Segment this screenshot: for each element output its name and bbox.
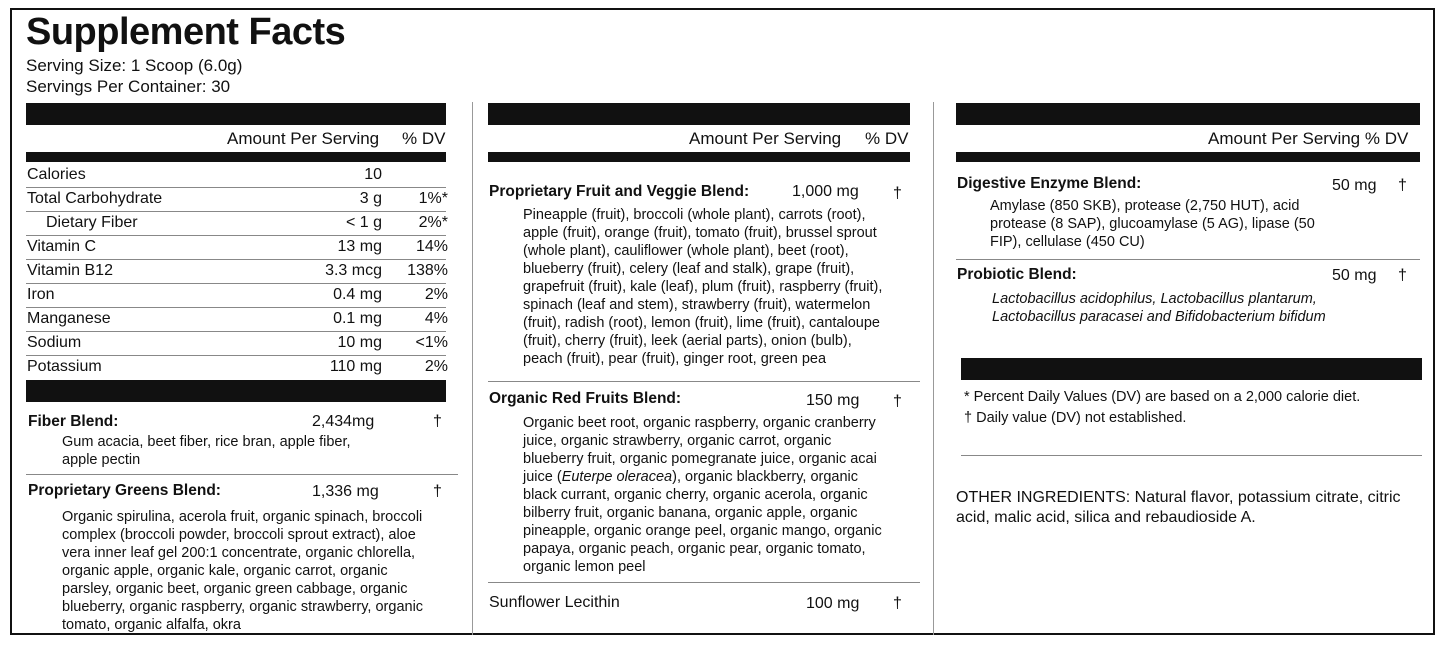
dagger-mark: † xyxy=(1398,177,1407,194)
thick-rule xyxy=(488,152,910,162)
row-divider xyxy=(961,455,1422,456)
nutrient-name: Vitamin B12 xyxy=(27,262,113,279)
probiotic-blend-name: Probiotic Blend: xyxy=(957,266,1077,283)
row-divider xyxy=(26,283,446,284)
header-bar xyxy=(26,103,446,125)
row-divider xyxy=(26,331,446,332)
nutrient-name: Sodium xyxy=(27,334,82,351)
row-divider xyxy=(488,582,920,583)
row-divider xyxy=(26,307,446,308)
nutrient-amount: 10 mg xyxy=(337,334,382,351)
nutrient-amount: 0.4 mg xyxy=(333,286,382,303)
lecithin-amount: 100 mg xyxy=(806,595,860,612)
column-divider xyxy=(472,102,473,635)
nutrient-name: Vitamin C xyxy=(27,238,97,255)
red-fruits-blend-amount: 150 mg xyxy=(806,392,860,409)
thick-rule xyxy=(956,152,1420,162)
header-bar xyxy=(956,103,1420,125)
red-fruits-blend-name: Organic Red Fruits Blend: xyxy=(489,390,682,407)
dv-footnote: * Percent Daily Values (DV) are based on a 2,000 calorie diet. xyxy=(964,389,1361,405)
amount-per-serving-header: Amount Per Serving xyxy=(227,129,380,148)
nutrient-name: Dietary Fiber xyxy=(46,214,138,231)
greens-blend-name: Proprietary Greens Blend: xyxy=(28,482,221,499)
row-divider xyxy=(956,259,1420,260)
nutrient-dv: 2% xyxy=(424,358,448,375)
row-divider xyxy=(26,474,458,475)
dagger-mark: † xyxy=(433,483,442,500)
fruit-veggie-blend-name: Proprietary Fruit and Veggie Blend: xyxy=(489,183,750,200)
nutrient-amount: 10 xyxy=(364,166,382,183)
dv-header: % DV xyxy=(402,129,446,148)
fruit-veggie-blend-ingredients: Pineapple (fruit), broccoli (whole plant), carrots (root), apple (fruit), orange (fruit), tomato (fruit), brussel sprout (whole plant), cauliflower (whole plant), beet (root), blueberry (fruit), celery (leaf and stalk), grape (fruit), grapefruit (fruit), kale (leaf), plum (fruit), raspberry (fruit), spinach (leaf and stem), strawberry (fruit), watermelon (fruit), radish (root), lemon (fruit), lime (fruit), cantaloupe (fruit), cherry (fruit), leek (aerial parts), onion (bulb), peach (fruit), pear (fruit), ginger root, green pea xyxy=(523,207,883,367)
nutrient-amount: 3.3 mcg xyxy=(325,262,382,279)
dv-header: % DV xyxy=(865,129,909,148)
dagger-mark: † xyxy=(433,413,442,430)
nutrient-amount: 110 mg xyxy=(329,358,382,375)
probiotic-blend-ingredients: Lactobacillus acidophilus, Lactobacillus plantarum, Lactobacillus paracasei and Bifidobacterium bifidum xyxy=(992,291,1326,325)
fiber-blend-name: Fiber Blend: xyxy=(28,413,119,430)
row-divider xyxy=(26,259,446,260)
dagger-mark: † xyxy=(893,185,902,202)
servings-per-container: Servings Per Container: 30 xyxy=(26,77,231,96)
row-divider xyxy=(488,381,920,382)
nutrient-amount: 13 mg xyxy=(337,238,382,255)
red-fruits-blend-ingredients: Organic beet root, organic raspberry, organic cranberry juice, organic strawberry, organic carrot, organic blueberry fruit, organic pomegranate juice, organic acai juice (Euterpe oleracea), organic blackberry, organic black currant, organic cherry, organic acerola, organic bilberry fruit, organic banana, organic apple, organic pineapple, organic orange peel, organic mango, organic papaya, organic peach, organic pear, organic tomato, organic lemon peel xyxy=(523,415,882,575)
row-divider xyxy=(26,355,446,356)
header-bar xyxy=(26,380,446,402)
digestive-blend-ingredients: Amylase (850 SKB), protease (2,750 HUT), acid protease (8 SAP), glucoamylase (5 AG), lipase (50 FIP), cellulase (450 CU) xyxy=(990,198,1315,250)
fruit-veggie-blend-amount: 1,000 mg xyxy=(792,183,859,200)
digestive-blend-name: Digestive Enzyme Blend: xyxy=(957,175,1142,192)
nutrient-amount: 0.1 mg xyxy=(333,310,382,327)
dagger-footnote: † Daily value (DV) not established. xyxy=(964,410,1187,426)
thick-rule xyxy=(26,152,446,162)
footnote-bar xyxy=(961,358,1422,380)
header-bar xyxy=(488,103,910,125)
greens-blend-ingredients: Organic spirulina, acerola fruit, organic spinach, broccoli complex (broccoli powder, broccoli sprout extract), aloe vera inner leaf gel 200:1 concentrate, organic chlorella, organic apple, organic kale, organic carrot, organic parsley, organic beet, organic green cabbage, organic blueberry, organic raspberry, organic strawberry, organic tomato, organic alfalfa, okra xyxy=(62,509,424,633)
nutrient-dv: 14% xyxy=(415,238,448,255)
digestive-blend-amount: 50 mg xyxy=(1332,177,1377,194)
row-divider xyxy=(26,187,446,188)
other-ingredients: OTHER INGREDIENTS: Natural flavor, potassium citrate, citric acid, malic acid, silica and rebaudioside A. xyxy=(956,489,1401,526)
nutrient-name: Iron xyxy=(27,286,55,303)
nutrient-dv: 2%* xyxy=(418,214,448,231)
nutrient-name: Manganese xyxy=(27,310,111,327)
column-divider xyxy=(933,102,934,635)
nutrient-dv: 1%* xyxy=(418,190,448,207)
nutrient-amount: 3 g xyxy=(359,190,382,207)
dagger-mark: † xyxy=(893,595,902,612)
nutrient-dv: 138% xyxy=(407,262,448,279)
fiber-blend-amount: 2,434mg xyxy=(312,413,375,430)
probiotic-blend-amount: 50 mg xyxy=(1332,267,1377,284)
nutrient-dv: <1% xyxy=(415,334,448,351)
nutrient-name: Calories xyxy=(27,166,86,183)
row-divider xyxy=(26,211,446,212)
label-title: Supplement Facts xyxy=(26,11,346,53)
nutrient-name: Potassium xyxy=(27,358,102,375)
amount-dv-header: Amount Per Serving % DV xyxy=(1208,129,1409,148)
fiber-blend-ingredients: Gum acacia, beet fiber, rice bran, apple fiber, apple pectin xyxy=(62,434,351,468)
nutrient-amount: < 1 g xyxy=(345,214,382,231)
greens-blend-amount: 1,336 mg xyxy=(312,483,379,500)
nutrient-dv: 4% xyxy=(424,310,448,327)
dagger-mark: † xyxy=(1398,267,1407,284)
dagger-mark: † xyxy=(893,393,902,410)
lecithin-name: Sunflower Lecithin xyxy=(489,594,620,611)
row-divider xyxy=(26,235,446,236)
nutrient-dv: 2% xyxy=(424,286,448,303)
serving-size: Serving Size: 1 Scoop (6.0g) xyxy=(26,56,243,75)
amount-per-serving-header: Amount Per Serving xyxy=(689,129,842,148)
nutrient-name: Total Carbohydrate xyxy=(27,190,163,207)
